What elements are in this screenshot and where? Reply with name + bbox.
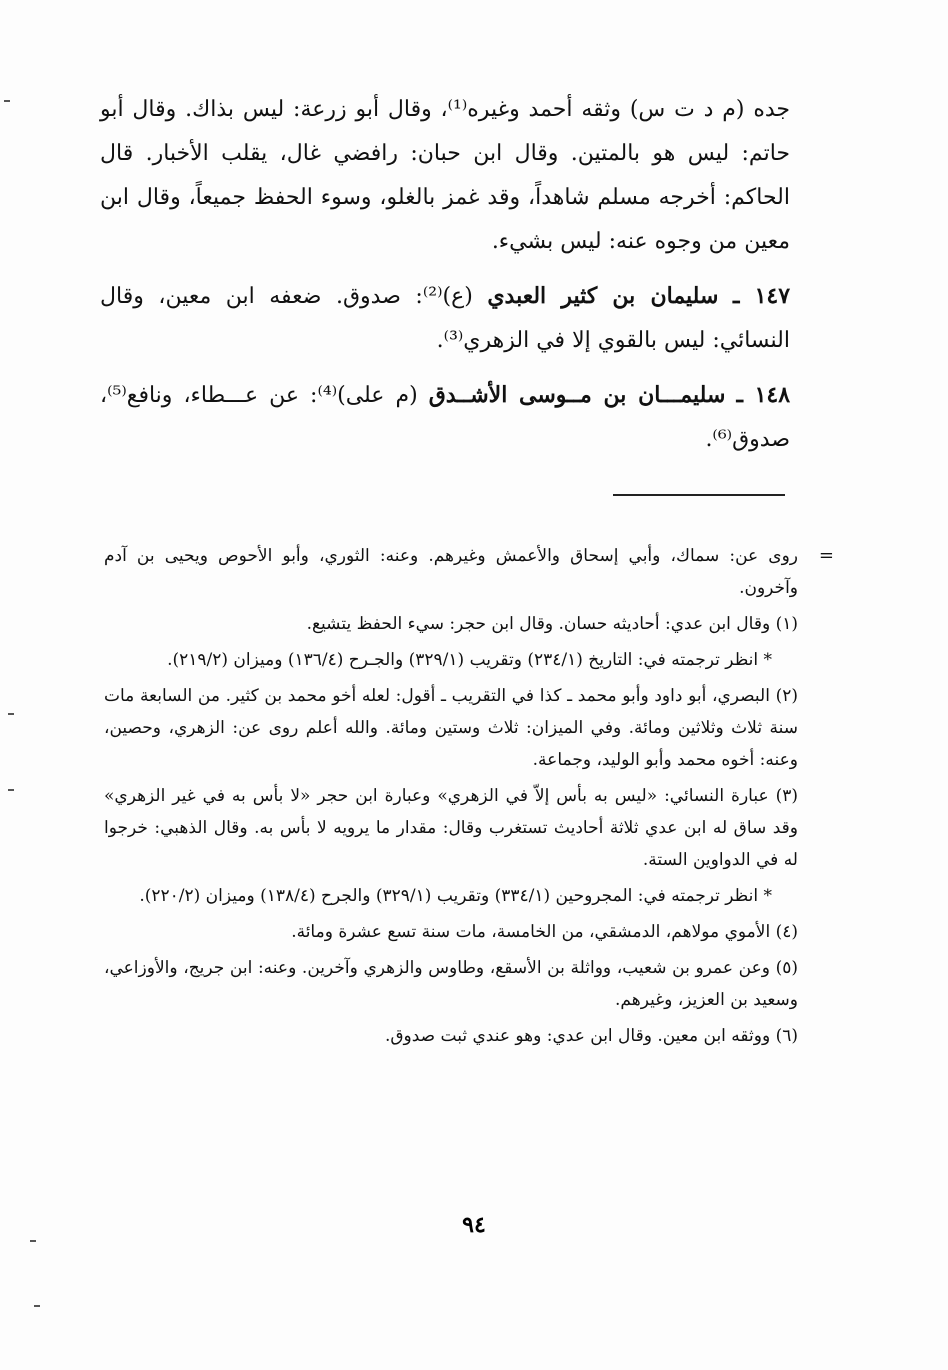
entry-148-name: سليمـــان بن مــوسى الأشــدق	[428, 382, 726, 408]
main-text	[100, 88, 790, 462]
paragraph-continuation: جده (م د ت س) وثقه أحمد وغيره⁽¹⁾، وقال أبو زرعة: ليس بذاك. وقال أبو حاتم: ليس هو بالمتين. وقال ابن حبان: رافضي غال، يقلب الأخبار. قال الحاكم: أخرجه مسلم شاهداً، وقد غمز بالغلو، وسوء الحفظ جميعاً، وقال ابن معين من وجوه عنه: ليس بشيء.	[100, 97, 790, 254]
scan-mark	[4, 100, 10, 102]
entry-147-text: (ع)⁽²⁾: صدوق. ضعفه ابن معين، وقال النسائي: ليس بالقوي إلا في الزهري⁽³⁾.	[100, 284, 790, 353]
footnote-separator	[613, 494, 785, 496]
footnote-2: (٢) البصري، أبو داود وأبو محمد ـ كذا في التقريب ـ أقول: لعله أخو محمد بن كثير. من السابعة مات سنة ثلاث وثلاثين ومائة. وفي الميزان: ثلاث وستين ومائة. والله أعلم روى عن: الزهري، وحصين، وعنه: أخوه محمد وأبو الوليد، وجماعة.	[104, 686, 798, 770]
footnote-5: (٥) وعن عمرو بن شعيب، وواثلة بن الأسقع، وطاوس والزهري وآخرين. وعنه: ابن جريج، والأوزاعي، وسعيد بن العزيز، وغيرهم.	[104, 958, 798, 1010]
footnote-6: (٦) ووثقه ابن معين. وقال ابن عدي: وهو عندي ثبت صدوق.	[384, 1026, 798, 1046]
page-number: ٩٤	[462, 1212, 486, 1238]
entry-148-text: (م على)⁽⁴⁾: عن عـــطاء، ونافع⁽⁵⁾، صدوق⁽⁶⁾.	[100, 383, 790, 452]
footnote-4: (٤) الأموي مولاهم، الدمشقي، من الخامسة، مات سنة تسع عشرة ومائة.	[291, 922, 798, 942]
entry-148	[100, 373, 790, 462]
footnote-3: (٣) عبارة النسائي: «ليس به بأس إلاّ في الزهري» وعبارة ابن حجر «لا بأس به في غير الزهري» وقد ساق له ابن عدي ثلاثة أحاديث تستغرب وقال: مقدار ما يرويه لا بأس به. وقال الذهبي: خرجوا له في الدواوين الستة.	[104, 786, 798, 870]
footnote-1-reference: * انظر ترجمته في: التاريخ (٢٣٤/١) وتقريب (٣٢٩/١) والجـرح (١٣٦/٤) وميزان (٢١٩/٢).	[167, 650, 772, 670]
entry-147-number: ١٤٧ ـ	[732, 283, 791, 309]
footnote-3-reference: * انظر ترجمته في: المجروحين (٣٣٤/١) وتقريب (٣٢٩/١) والجرح (١٣٨/٤) وميزان (٢٢٠/٢).	[139, 886, 772, 906]
footnotes	[104, 540, 834, 1056]
entry-147	[100, 274, 790, 363]
scan-mark	[30, 1240, 36, 1242]
entry-147-name: سليمان بن كثير العبدي	[487, 283, 719, 309]
footnote-1: (١) وقال ابن عدي: أحاديثه حسان. وقال ابن حجر: سيء الحفظ يتشيع.	[306, 614, 798, 634]
footnote-continuation	[104, 540, 834, 604]
scan-mark	[8, 789, 14, 791]
scan-mark	[34, 1305, 40, 1307]
entry-148-number: ١٤٨ ـ	[736, 382, 791, 408]
footnote-continuation-text: روى عن: سماك، وأبي إسحاق والأعمش وغيرهم. وعنه: الثوري، وأبو الأحوص ويحيى بن آدم وآخرون.	[104, 546, 798, 598]
continuation-mark: =	[818, 545, 834, 566]
scan-mark	[8, 713, 14, 715]
